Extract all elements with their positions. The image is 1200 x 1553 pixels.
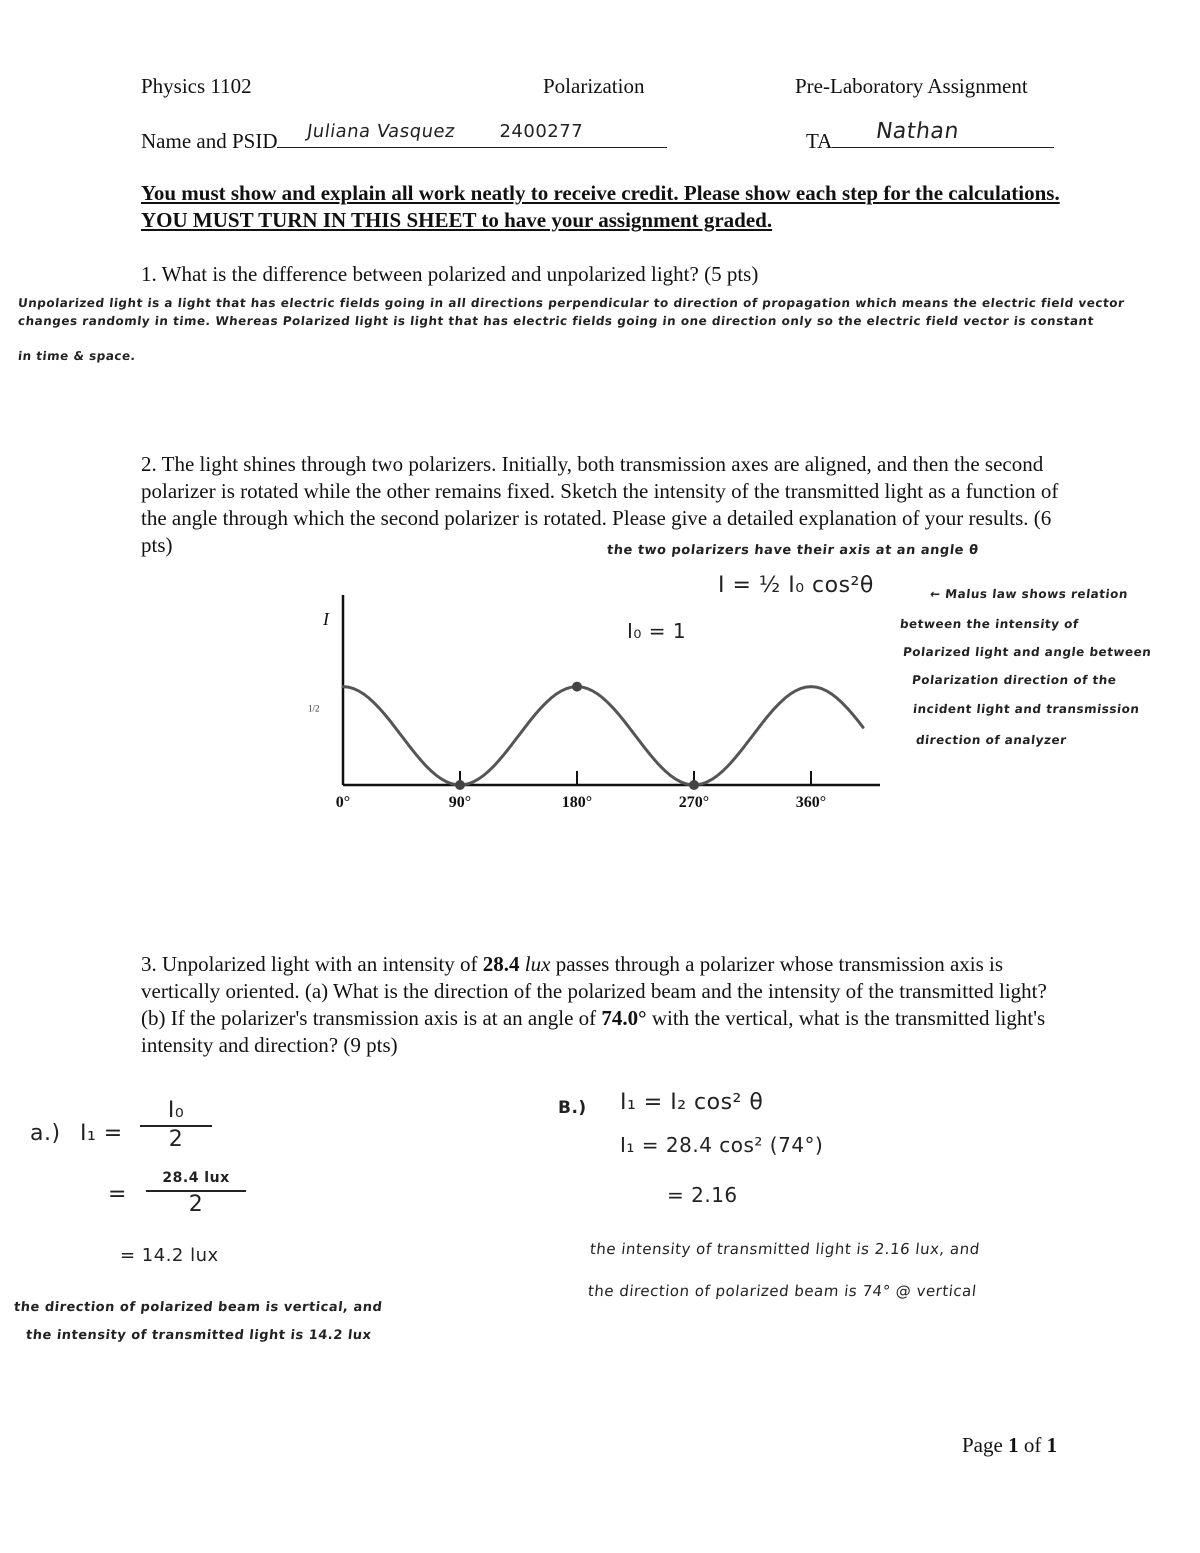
- intensity-curve: [343, 687, 863, 785]
- data-point: [572, 682, 582, 692]
- page-total: 1: [1046, 1433, 1058, 1457]
- part-a-frac-2-den: 2: [188, 1192, 204, 1217]
- x-tick-label: 90°: [448, 794, 472, 811]
- q3-text-post: with the vertical, what is the transmitted light's intensity and direction? (9 pts): [141, 1006, 1046, 1057]
- psid-value: 2400277: [499, 121, 584, 142]
- page-number: [962, 1432, 1057, 1459]
- assignment-title: Pre-Laboratory Assignment: [795, 74, 1028, 98]
- ta-label: TA: [806, 129, 833, 153]
- page-of: of: [1018, 1433, 1047, 1457]
- part-b-note-line-1: the intensity of transmitted light is 2.16 lux, and: [589, 1240, 981, 1258]
- malus-note-line-1: ← Malus law shows relation: [929, 587, 1129, 601]
- malus-note-line-5: incident light and transmission: [912, 702, 1141, 716]
- malus-formula: I = ½ I₀ cos²θ: [718, 573, 874, 598]
- page-current: 1: [1008, 1433, 1019, 1457]
- x-tick-label: 360°: [795, 794, 827, 811]
- name-label: Name and PSID: [141, 129, 278, 153]
- part-a-fraction-2: [146, 1170, 246, 1217]
- question-2: 2. The light shines through two polarizers. Initially, both transmission axes are aligned, and then the second polarizer is rotated while the other remains fixed. Sketch the intensity of the transmitted light as a function of the angle through which the second polarizer is rotated. Please give a detailed explanation of your results. (6 pts): [141, 452, 1059, 557]
- part-a-equals-2: =: [108, 1182, 127, 1207]
- part-b-line-2: I₁ = 28.4 cos² (74°): [620, 1133, 824, 1157]
- part-a-frac-1-den: 2: [168, 1127, 184, 1152]
- question-1: 1. What is the difference between polarized and unpolarized light? (5 pts): [141, 262, 759, 286]
- q3-intensity-unit: lux: [524, 952, 551, 976]
- q3-intensity-value: 28.4: [482, 952, 520, 976]
- part-a-note-line-1: the direction of polarized beam is vertical, and: [13, 1300, 384, 1315]
- answer-1-line-1: Unpolarized light is a light that has electric fields going in all directions perpendicular to direction of propagation which means the electric field vector: [17, 296, 1126, 310]
- x-tick-label: 180°: [561, 794, 593, 811]
- instructions: You must show and explain all work neatly to receive credit. Please show each step for the calculations. YOU MUST TURN IN THIS SHEET to have your assignment graded.: [141, 181, 1060, 232]
- part-a-note-line-2: the intensity of transmitted light is 14.2 lux: [25, 1328, 373, 1343]
- name-value: Juliana Vasquez: [306, 121, 458, 142]
- name-row: [141, 121, 667, 155]
- y-axis-label: I: [323, 609, 329, 629]
- name-psid-field[interactable]: [277, 121, 667, 148]
- x-tick-label: 270°: [678, 794, 710, 811]
- part-a-label: a.): [30, 1121, 61, 1146]
- question-3: [141, 951, 1061, 1059]
- page-label: Page: [962, 1433, 1009, 1457]
- answer-1-line-3: in time & space.: [17, 349, 137, 363]
- part-a-frac-2-num: 28.4 lux: [146, 1170, 246, 1192]
- part-b-note-line-2: the direction of polarized beam is 74° @ vertical: [587, 1282, 978, 1300]
- answer-1-line-2: changes randomly in time. Whereas Polarized light is light that has electric fields going in one direction only so the electric field vector is constant: [17, 314, 1095, 328]
- part-b-line-1: I₁ = I₂ cos² θ: [620, 1090, 764, 1115]
- i0-note: I₀ = 1: [627, 619, 687, 643]
- part-b-line-3: = 2.16: [667, 1183, 738, 1207]
- malus-note-line-2: between the intensity of: [899, 617, 1080, 631]
- data-point: [455, 780, 465, 790]
- ta-value: Nathan: [874, 119, 962, 144]
- q3-text-mid: passes through a polarizer whose transmission axis is vertically oriented. (a) What is the direction of the polarized beam and the intensity of the transmitted light? (b) If the polarizer's transmission axis is at an angle of: [141, 952, 1047, 1030]
- q2-note-top: the two polarizers have their axis at an angle θ: [606, 543, 980, 558]
- course-title: Physics 1102: [141, 74, 252, 98]
- x-tick-label: 0°: [335, 794, 351, 811]
- malus-note-line-3: Polarized light and angle between: [902, 645, 1153, 659]
- ta-row: [806, 119, 1054, 155]
- ta-field[interactable]: [832, 119, 1054, 148]
- part-a-fraction-1: [140, 1098, 212, 1152]
- topic-title: Polarization: [543, 74, 645, 98]
- intensity-graph: [300, 585, 900, 820]
- part-a-lhs: I₁ =: [80, 1121, 123, 1146]
- part-a-frac-1-num: I₀: [140, 1098, 212, 1127]
- malus-note-line-6: direction of analyzer: [915, 733, 1068, 747]
- q3-text-pre: 3. Unpolarized light with an intensity of: [141, 952, 483, 976]
- part-a-result: = 14.2 lux: [120, 1245, 219, 1266]
- malus-note-line-4: Polarization direction of the: [911, 673, 1118, 687]
- part-b-label: B.): [558, 1098, 587, 1118]
- q3-angle-value: 74.0°: [601, 1006, 647, 1030]
- y-half-mark: 1/2: [308, 703, 320, 714]
- data-point: [689, 780, 699, 790]
